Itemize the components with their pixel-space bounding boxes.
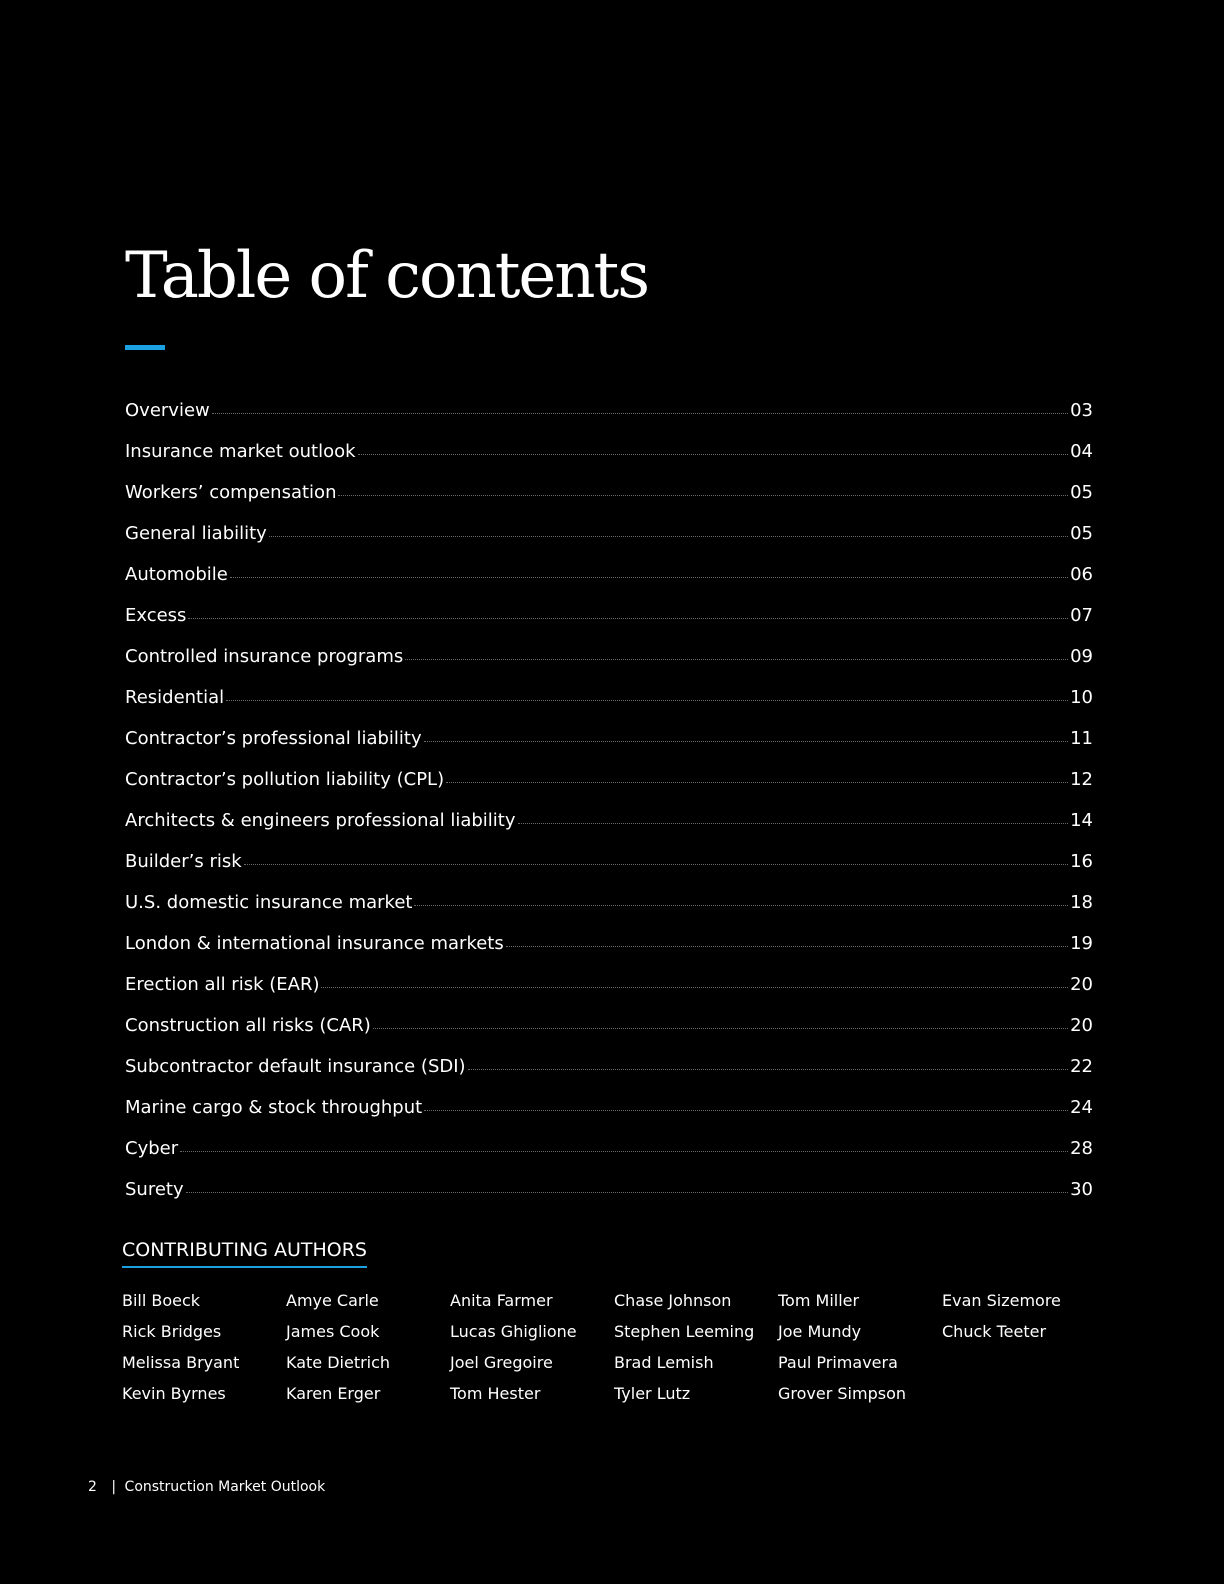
toc-entry-page-number: 18 — [1070, 892, 1093, 913]
toc-entry-label: London & international insurance markets — [125, 933, 504, 954]
author-name: Lucas Ghiglione — [450, 1322, 577, 1341]
toc-dot-leader — [424, 1109, 1068, 1111]
author-name: Kate Dietrich — [286, 1353, 391, 1372]
toc-entry-page-number: 09 — [1070, 646, 1093, 667]
toc-entry-label: Overview — [125, 400, 210, 421]
author-name: Stephen Leeming — [614, 1322, 755, 1341]
toc-dot-leader — [468, 1068, 1069, 1070]
toc-entry-label: Architects & engineers professional liability — [125, 810, 516, 831]
toc-entry-label: Subcontractor default insurance (SDI) — [125, 1056, 466, 1077]
toc-entry[interactable] — [125, 396, 1093, 437]
author-name: Brad Lemish — [614, 1353, 714, 1372]
toc-dot-leader — [338, 494, 1068, 496]
author-name: Grover Simpson — [778, 1384, 906, 1403]
author-name: Rick Bridges — [122, 1322, 222, 1341]
toc-dot-leader — [446, 781, 1068, 783]
footer-page-number: 2 — [88, 1479, 97, 1495]
title-accent-bar — [125, 345, 165, 350]
author-name: Chase Johnson — [614, 1291, 732, 1310]
toc-entry-label: Marine cargo & stock throughput — [125, 1097, 423, 1118]
footer-publication-title: Construction Market Outlook — [124, 1479, 326, 1495]
author-name: Melissa Bryant — [122, 1353, 240, 1372]
toc-entry-page-number: 19 — [1070, 933, 1093, 954]
page-footer — [88, 1475, 325, 1499]
toc-entry[interactable] — [125, 478, 1093, 519]
toc-dot-leader — [180, 1150, 1068, 1152]
toc-entry-label: Insurance market outlook — [125, 441, 356, 462]
toc-entry-label: Erection all risk (EAR) — [125, 974, 320, 995]
author-name: Chuck Teeter — [942, 1322, 1047, 1341]
authors-column — [286, 1285, 450, 1409]
toc-entry-page-number: 05 — [1070, 482, 1093, 503]
author-name: Amye Carle — [286, 1291, 379, 1310]
authors-grid — [122, 1285, 1106, 1409]
toc-entry-page-number: 05 — [1070, 523, 1093, 544]
toc-entry-page-number: 20 — [1070, 1015, 1093, 1036]
toc-entry-label: Cyber — [125, 1138, 179, 1159]
author-name: Kevin Byrnes — [122, 1384, 226, 1403]
toc-entry-label: Surety — [125, 1179, 184, 1200]
toc-entry-label: Controlled insurance programs — [125, 646, 404, 667]
toc-entry[interactable] — [125, 519, 1093, 560]
author-name: Tom Hester — [450, 1384, 541, 1403]
toc-entry-label: Contractor’s pollution liability (CPL) — [125, 769, 445, 790]
toc-dot-leader — [230, 576, 1068, 578]
toc-entry[interactable] — [125, 847, 1093, 888]
author-name: Karen Erger — [286, 1384, 381, 1403]
toc-entry[interactable] — [125, 806, 1093, 847]
toc-entry-page-number: 16 — [1070, 851, 1093, 872]
authors-column — [122, 1285, 286, 1409]
toc-entry-page-number: 20 — [1070, 974, 1093, 995]
toc-entry-label: U.S. domestic insurance market — [125, 892, 413, 913]
authors-column — [778, 1285, 942, 1409]
toc-entry[interactable] — [125, 970, 1093, 1011]
author-name: Joel Gregoire — [450, 1353, 553, 1372]
toc-entry-page-number: 11 — [1070, 728, 1093, 749]
toc-dot-leader — [269, 535, 1068, 537]
toc-dot-leader — [226, 699, 1068, 701]
toc-dot-leader — [518, 822, 1069, 824]
toc-entry-page-number: 04 — [1070, 441, 1093, 462]
author-name: Tyler Lutz — [614, 1384, 691, 1403]
toc-entry-label: General liability — [125, 523, 267, 544]
toc-entry-page-number: 03 — [1070, 400, 1093, 421]
toc-dot-leader — [358, 453, 1069, 455]
toc-entry[interactable] — [125, 1093, 1093, 1134]
toc-entry[interactable] — [125, 437, 1093, 478]
footer-separator: | — [111, 1479, 117, 1495]
toc-entry[interactable] — [125, 1175, 1093, 1216]
toc-entry[interactable] — [125, 888, 1093, 929]
toc-entry-page-number: 22 — [1070, 1056, 1093, 1077]
toc-entry-page-number: 07 — [1070, 605, 1093, 626]
toc-entry-label: Workers’ compensation — [125, 482, 337, 503]
toc-entry[interactable] — [125, 601, 1093, 642]
table-of-contents — [125, 396, 1093, 1216]
toc-entry[interactable] — [125, 929, 1093, 970]
toc-entry-page-number: 06 — [1070, 564, 1093, 585]
toc-dot-leader — [188, 617, 1068, 619]
authors-column — [942, 1285, 1106, 1409]
toc-entry-label: Contractor’s professional liability — [125, 728, 422, 749]
toc-dot-leader — [321, 986, 1068, 988]
toc-dot-leader — [373, 1027, 1068, 1029]
author-name: Joe Mundy — [778, 1322, 862, 1341]
toc-entry-page-number: 14 — [1070, 810, 1093, 831]
toc-dot-leader — [424, 740, 1068, 742]
toc-entry[interactable] — [125, 642, 1093, 683]
toc-entry-page-number: 10 — [1070, 687, 1093, 708]
toc-entry-page-number: 28 — [1070, 1138, 1093, 1159]
toc-entry-label: Residential — [125, 687, 225, 708]
authors-column — [450, 1285, 614, 1409]
author-name: Tom Miller — [778, 1291, 860, 1310]
authors-column — [614, 1285, 778, 1409]
toc-entry-page-number: 24 — [1070, 1097, 1093, 1118]
contributing-authors-heading: CONTRIBUTING AUTHORS — [122, 1236, 367, 1268]
toc-dot-leader — [244, 863, 1068, 865]
toc-entry[interactable] — [125, 765, 1093, 806]
author-name: Evan Sizemore — [942, 1291, 1061, 1310]
toc-dot-leader — [186, 1191, 1068, 1193]
toc-entry-label: Builder’s risk — [125, 851, 242, 872]
toc-entry[interactable] — [125, 1011, 1093, 1052]
toc-dot-leader — [414, 904, 1068, 906]
toc-entry[interactable] — [125, 1052, 1093, 1093]
toc-dot-leader — [212, 412, 1068, 414]
toc-dot-leader — [506, 945, 1068, 947]
toc-entry[interactable] — [125, 560, 1093, 601]
toc-entry-label: Excess — [125, 605, 187, 626]
toc-entry-page-number: 12 — [1070, 769, 1093, 790]
toc-entry[interactable] — [125, 724, 1093, 765]
toc-entry[interactable] — [125, 1134, 1093, 1175]
toc-entry-label: Automobile — [125, 564, 228, 585]
page-title: Table of contents — [125, 239, 649, 313]
toc-entry-page-number: 30 — [1070, 1179, 1093, 1200]
toc-dot-leader — [405, 658, 1068, 660]
toc-entry-label: Construction all risks (CAR) — [125, 1015, 371, 1036]
toc-entry[interactable] — [125, 683, 1093, 724]
author-name: Anita Farmer — [450, 1291, 553, 1310]
author-name: Bill Boeck — [122, 1291, 201, 1310]
author-name: Paul Primavera — [778, 1353, 898, 1372]
author-name: James Cook — [286, 1322, 380, 1341]
